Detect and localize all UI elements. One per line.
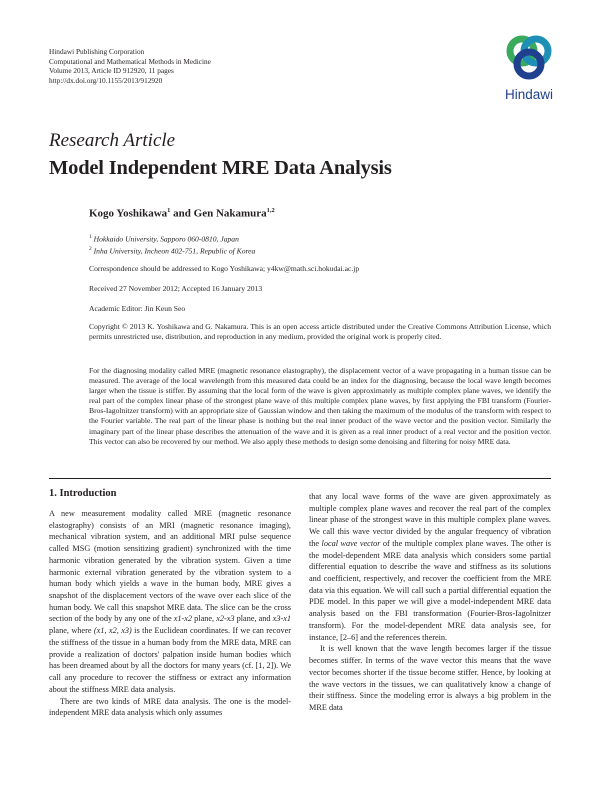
column-right [309,491,551,714]
doi-link[interactable]: http://dx.doi.org/10.1155/2013/912920 [49,75,163,85]
affiliation-2-text: Inha University, Incheon 402-751, Republic of Korea [93,246,256,256]
plane-x1-x2: x1-x2 [173,614,193,624]
abstract: For the diagnosing modality called MRE (magnetic resonance elastography), the displacement vector of a wave propagating in a human tissue can be measured. The average of the local wavelength from this measured data could be an index for the diagnosing, because the local wave length becomes larger when the tissue is stiffer. By assuming that the local form of the wave is given approximately as multiple complex plane waves, we identify the real part of the complex linear phase of the strongest plane wave of this multiple complex plane waves, by first applying the FBI transform (Fourier-Bros-Iagolnitzer transform) with an appropriate size of Gaussian window and then taking the maximum of the modulus of the transform with respect to the Fourier variable. The real part of the linear phase is nothing but the real inner product of the wave vector and the position vector. Similarly the imaginary part of the linear phase describes the attenuation of the wave and it is given as a real inner product of a real vector and the position vector. This vector can also be recovered by our method. We also apply these methods to design some denoising and filtering for noisy MRE data. [89,366,551,446]
hindawi-logo [499,34,559,106]
article-type: Research Article [49,130,176,151]
section-heading: 1. Introduction [49,488,117,499]
hindawi-logo-icon [499,34,559,86]
local-wave-vector-term: local wave vector [321,538,381,548]
journal-volume: Volume 2013, Article ID 912920, 11 pages [49,66,174,76]
author-1-affil: 1 [167,207,171,214]
intro-paragraph-2: There are two kinds of MRE data analysis. The one is the model-independent MRE data analysis which only assumes [49,696,291,718]
coordinate-vector: (x1, x2, x3) [93,626,132,636]
author-2-affil: 1,2 [266,207,275,214]
author-2: Gen Nakamura [193,207,267,220]
affiliation-1-num: 1 [89,234,92,240]
intro-paragraph-3: It is well known that the wave length becomes larger if the tissue becomes stiffer. In terms of the wave vector this means that the wave vector becomes shorter if the tissue become stiffer. Hence, by looking at the wave vectors in the tissues, we can qualitatively know a change of their stiffness. Since the modeling error is always a big problem in the MRE data [309,644,551,712]
journal-header [49,47,211,85]
affiliation-1-text: Hokkaido University, Sapporo 060-0810, Japan [93,234,239,244]
author-1: Kogo Yoshikawa [89,207,168,220]
copyright-notice: Copyright © 2013 K. Yoshikawa and G. Nakamura. This is an open access article distributed under the Creative Commons Attribution License, which permits unrestricted use, distribution, and reproduction in any medium, provided the original work is properly cited. [89,322,551,342]
affiliation-2 [89,246,255,256]
section-divider [49,478,551,479]
plane-x2-x3: x2-x3 [216,614,235,624]
correspondence: Correspondence should be addressed to Kogo Yoshikawa; y4kw@math.sci.hokudai.ac.jp [89,264,360,273]
publisher: Hindawi Publishing Corporation [49,47,145,56]
logo-text: Hindawi [504,87,554,102]
article-title: Model Independent MRE Data Analysis [49,157,392,179]
academic-editor: Academic Editor: Jin Keun Seo [89,304,186,313]
authors [89,207,275,220]
affiliation-1 [89,234,239,244]
plane-x3-x1: x3-x1 [272,614,291,624]
author-conjunction: and [170,207,194,220]
received-dates: Received 27 November 2012; Accepted 16 January 2013 [89,284,263,293]
column-left [49,508,291,719]
intro-paragraph-2-cont: that any local wave forms of the wave are given approximately as multiple complex plane waves and recover the real part of the complex linear phase of the strongest wave in this multiple complex plane waves. We call this wave vector divided by the angular frequency of vibration the local wave vector of the multiple complex plane waves. The other is the model-dependent MRE data analysis which considers some partial differential equation to describe the wave and stiffness as its solutions and coefficient, respectively, and recover the coefficient from the MRE data via this equation. We will call such a partial differential equation the PDE model. In this paper we will give a model-independent MRE data analysis based on the FBI transformation (Fourier-Bros-Iagolnitzer transform). For the model-dependent MRE data analysis see, for instance, [2–6] and the references therein. [309,492,551,642]
journal-name: Computational and Mathematical Methods in Medicine [49,56,211,66]
intro-paragraph-1: A new measurement modality called MRE (magnetic resonance elastography) consists of an MRI (magnetic resonance imaging), mechanical vibration system, and an additional MRI pulse sequence called MSG (motion sensitizing gradient) synchronized with the time harmonic vibration generated by the vibration system. Given a time harmonic external vibration generated by the vibration system to a human body which yields a wave in the human body, MRE gives a snapshot of the displacement vectors of the wave over each slice of the human body. We call this snapshot MRE data. The slice can be the cross section of the body by any one of the x1-x2 plane, x2-x3 plane, and x3-x1 plane, where (x1, x2, x3) is the Euclidean coordinates. If we can recover the stiffness of the tissue in a human body from the MRE data, MRE can provide a realization of doctors' palpation inside human bodies which has been dreamed about by all the doctors for many years (cf. [1, 2]). We call any procedure to recover the stiffness or extract any information about the stiffness MRE data analysis. [49,509,291,694]
affiliation-2-num: 2 [89,246,92,252]
